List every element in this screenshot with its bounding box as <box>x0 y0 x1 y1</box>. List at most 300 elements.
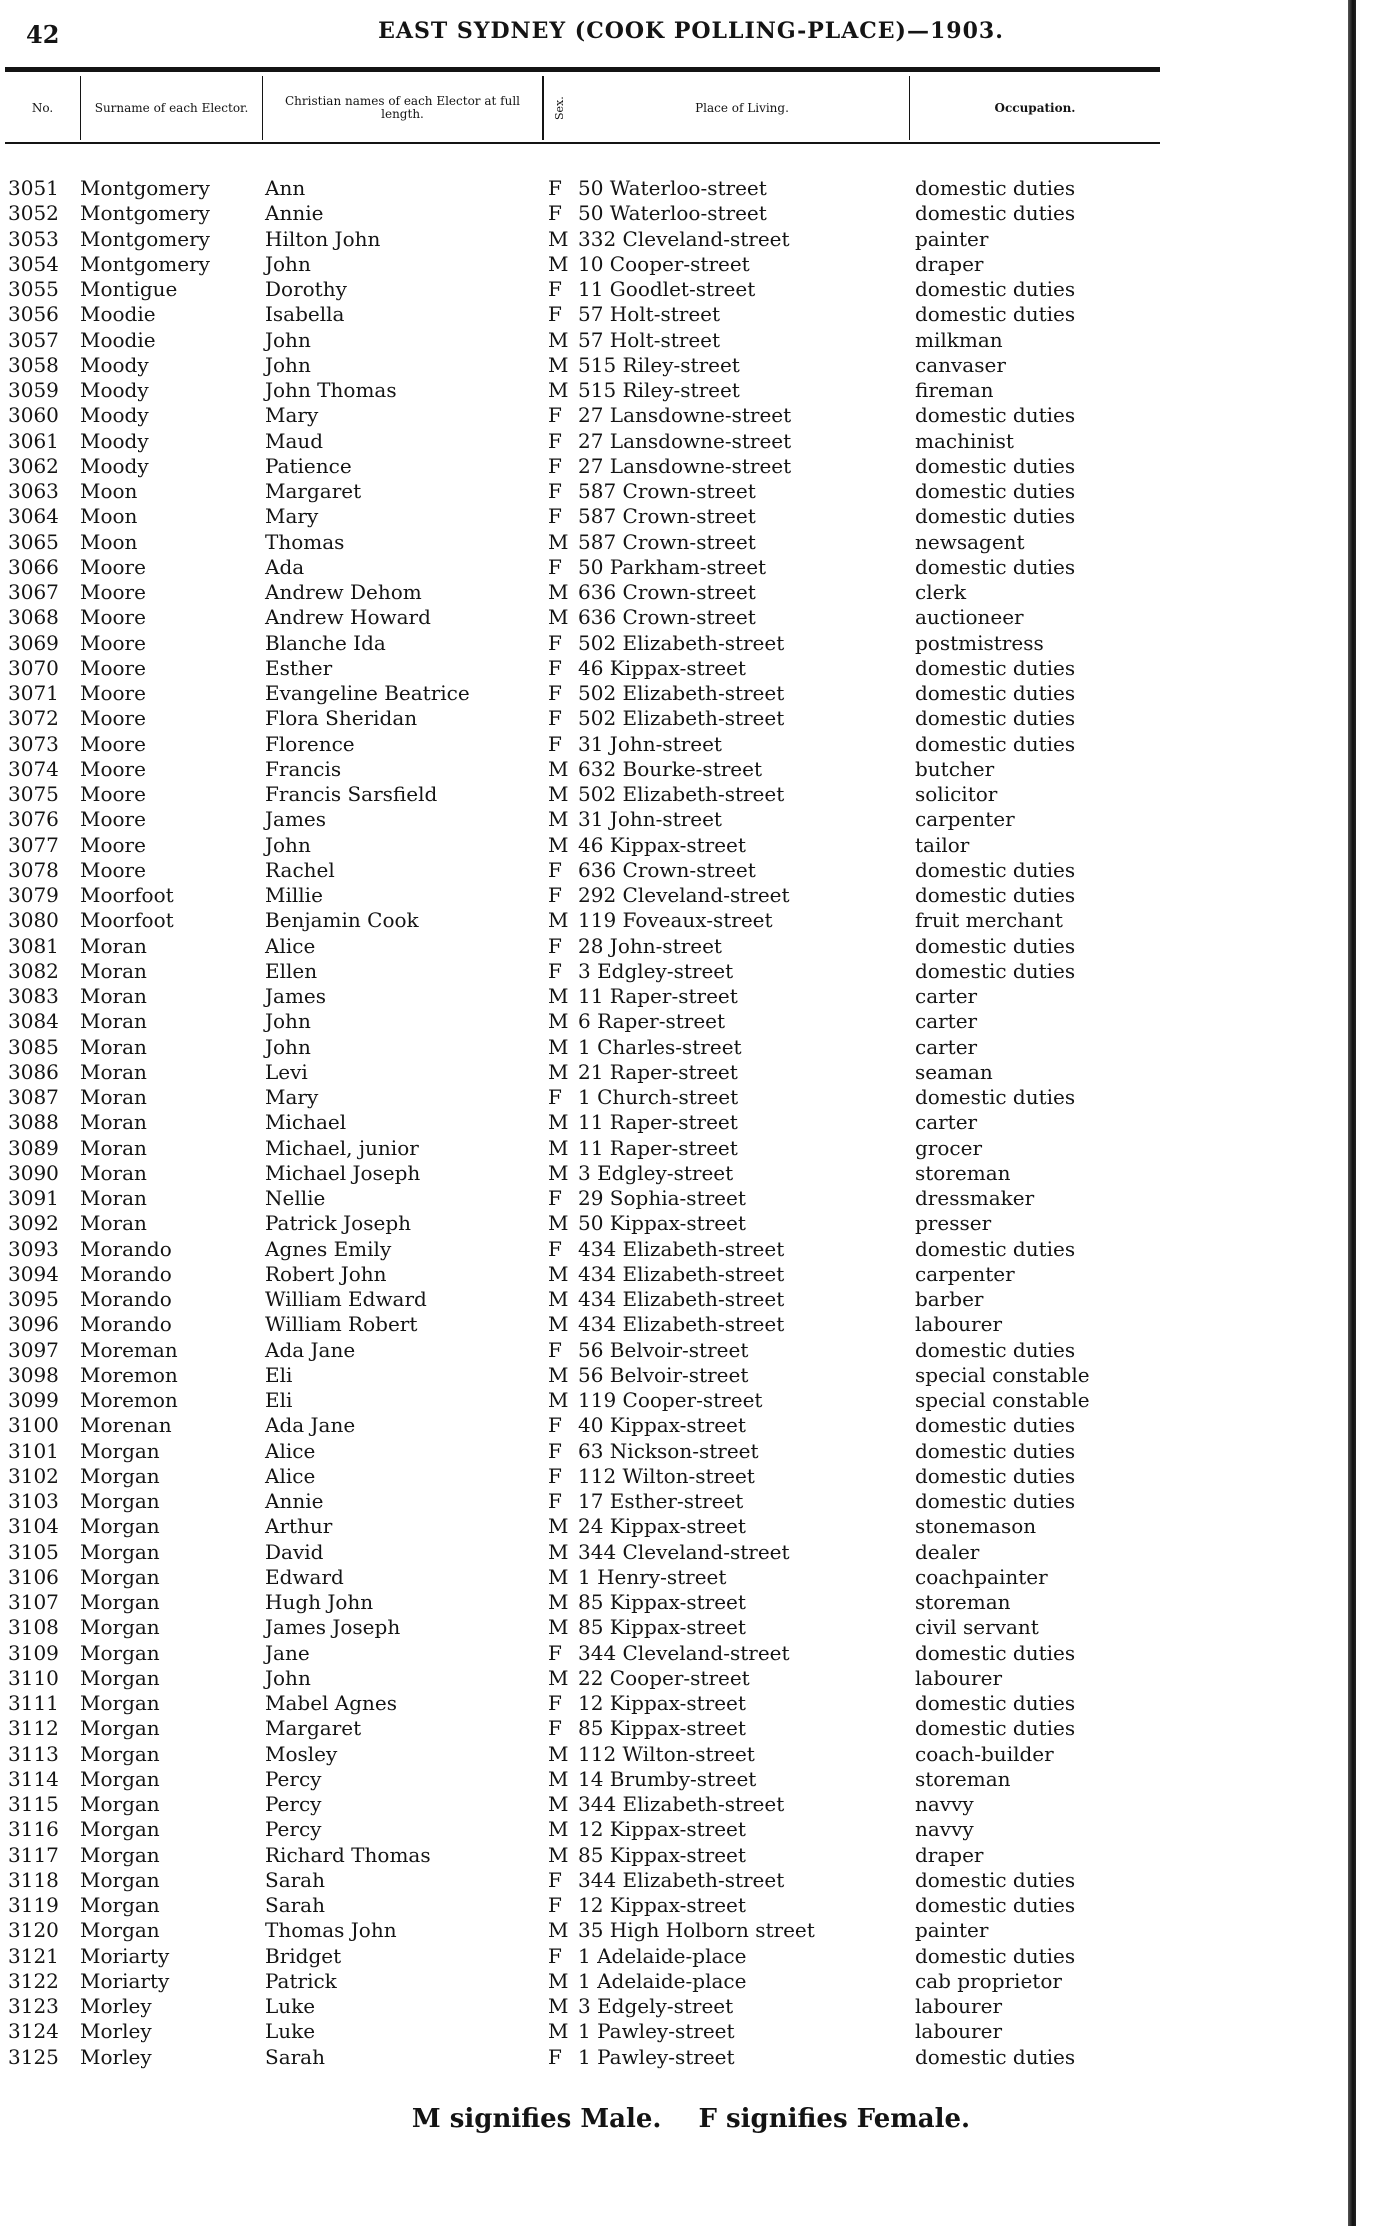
elector-place-of-living: 1 Charles-street <box>578 1034 742 1059</box>
column-header-place-of-living: Place of Living. <box>575 76 910 140</box>
elector-christian-names: Richard Thomas <box>265 1842 431 1867</box>
table-row <box>0 530 1160 555</box>
elector-place-of-living: 57 Holt-street <box>578 302 721 327</box>
elector-surname: Montgomery <box>80 251 210 276</box>
elector-sex: F <box>548 554 562 579</box>
elector-place-of-living: 85 Kippax-street <box>578 1716 746 1741</box>
elector-christian-names: Thomas John <box>265 1918 397 1943</box>
elector-place-of-living: 85 Kippax-street <box>578 1615 746 1640</box>
elector-surname: Moodie <box>80 302 156 327</box>
elector-christian-names: Eli <box>265 1362 293 1387</box>
elector-place-of-living: 1 Pawley-street <box>578 2019 735 2044</box>
column-header-sex: Sex. <box>543 76 575 140</box>
elector-christian-names: Patrick <box>265 1968 337 1993</box>
elector-number: 3116 <box>8 1817 59 1842</box>
elector-occupation: presser <box>915 1211 992 1236</box>
elector-number: 3056 <box>8 302 59 327</box>
elector-place-of-living: 502 Elizabeth-street <box>578 782 785 806</box>
elector-place-of-living: 3 Edgely-street <box>578 1994 734 2018</box>
elector-christian-names: Isabella <box>265 302 345 327</box>
elector-sex: M <box>548 1261 569 1286</box>
elector-occupation: domestic duties <box>915 958 1076 983</box>
table-row <box>0 479 1160 504</box>
elector-christian-names: Patience <box>265 453 352 478</box>
elector-christian-names: John <box>265 1009 311 1034</box>
elector-christian-names: John <box>265 1034 311 1059</box>
elector-number: 3123 <box>8 1994 59 2018</box>
table-row <box>0 1363 1160 1388</box>
elector-surname: Moore <box>80 605 146 630</box>
elector-place-of-living: 6 Raper-street <box>578 1009 726 1034</box>
elector-surname: Moody <box>80 352 149 377</box>
elector-number: 3064 <box>8 504 59 529</box>
elector-sex: F <box>548 630 562 655</box>
elector-place-of-living: 344 Elizabeth-street <box>578 1792 785 1816</box>
elector-surname: Morgan <box>80 1716 160 1741</box>
table-row <box>0 1716 1160 1741</box>
elector-place-of-living: 119 Cooper-street <box>578 1388 763 1412</box>
elector-place-of-living: 515 Riley-street <box>578 352 740 377</box>
elector-christian-names: Ada <box>265 554 305 579</box>
elector-sex: F <box>548 277 562 301</box>
elector-number: 3071 <box>8 681 59 705</box>
elector-surname: Moore <box>80 630 146 655</box>
elector-occupation: civil servant <box>915 1615 1039 1640</box>
elector-christian-names: Levi <box>265 1059 308 1084</box>
elector-surname: Moran <box>80 1135 147 1160</box>
table-row <box>0 1767 1160 1792</box>
elector-number: 3081 <box>8 933 59 958</box>
elector-number: 3124 <box>8 2019 59 2044</box>
elector-christian-names: Evangeline Beatrice <box>265 681 470 705</box>
elector-occupation: special constable <box>915 1388 1090 1412</box>
elector-sex: M <box>548 1766 569 1791</box>
elector-place-of-living: 63 Nickson-street <box>578 1438 759 1463</box>
elector-sex: M <box>548 1792 569 1816</box>
elector-occupation: domestic duties <box>915 857 1076 882</box>
elector-christian-names: Alice <box>265 933 316 958</box>
elector-occupation: carter <box>915 1009 978 1034</box>
elector-number: 3090 <box>8 1160 59 1185</box>
elector-place-of-living: 636 Crown-street <box>578 580 756 604</box>
elector-surname: Moon <box>80 529 138 554</box>
table-row <box>0 227 1160 252</box>
elector-place-of-living: 14 Brumby-street <box>578 1766 757 1791</box>
elector-sex: F <box>548 403 562 428</box>
elector-place-of-living: 1 Church-street <box>578 1085 739 1109</box>
elector-place-of-living: 12 Kippax-street <box>578 1893 746 1917</box>
table-row <box>0 429 1160 454</box>
elector-surname: Moody <box>80 403 149 428</box>
elector-occupation: carpenter <box>915 1261 1015 1286</box>
elector-sex: F <box>548 857 562 882</box>
elector-christian-names: Bridget <box>265 1943 342 1968</box>
elector-surname: Morgan <box>80 1691 160 1715</box>
table-row <box>0 1742 1160 1767</box>
elector-number: 3102 <box>8 1463 59 1488</box>
elector-occupation: solicitor <box>915 782 998 806</box>
elector-number: 3092 <box>8 1211 59 1236</box>
elector-sex: M <box>548 1362 569 1387</box>
elector-occupation: storeman <box>915 1160 1011 1185</box>
elector-occupation: barber <box>915 1287 984 1311</box>
elector-occupation: domestic duties <box>915 403 1076 428</box>
elector-number: 3074 <box>8 756 59 781</box>
elector-number: 3109 <box>8 1640 59 1665</box>
elector-christian-names: William Edward <box>265 1287 427 1311</box>
elector-sex: M <box>548 1564 569 1589</box>
elector-sex: M <box>548 1615 569 1640</box>
elector-surname: Moran <box>80 958 147 983</box>
elector-surname: Moore <box>80 807 146 832</box>
table-row <box>0 1540 1160 1565</box>
elector-surname: Morgan <box>80 1539 160 1564</box>
elector-number: 3088 <box>8 1110 59 1135</box>
elector-christian-names: John <box>265 352 311 377</box>
elector-place-of-living: 1 Henry-street <box>578 1564 727 1589</box>
elector-number: 3073 <box>8 731 59 756</box>
table-row <box>0 656 1160 681</box>
table-row <box>0 1388 1160 1413</box>
elector-occupation: domestic duties <box>915 554 1076 579</box>
male-legend: M signifies Male. <box>411 2104 662 2134</box>
elector-place-of-living: 24 Kippax-street <box>578 1514 746 1539</box>
elector-christian-names: Percy <box>265 1817 322 1842</box>
table-row <box>0 1186 1160 1211</box>
elector-occupation: domestic duties <box>915 1943 1076 1968</box>
table-row <box>0 1691 1160 1716</box>
elector-sex: F <box>548 681 562 705</box>
elector-surname: Moon <box>80 504 138 529</box>
elector-surname: Morgan <box>80 1893 160 1917</box>
elector-number: 3072 <box>8 706 59 731</box>
elector-sex: F <box>548 1893 562 1917</box>
page-title: EAST SYDNEY (COOK POLLING-PLACE)—1903. <box>378 18 1004 44</box>
elector-place-of-living: 632 Bourke-street <box>578 756 762 781</box>
elector-surname: Moore <box>80 832 146 857</box>
elector-sex: M <box>548 984 569 1008</box>
elector-place-of-living: 344 Cleveland-street <box>578 1539 790 1564</box>
elector-place-of-living: 50 Waterloo-street <box>578 176 767 200</box>
elector-christian-names: Mosley <box>265 1741 338 1766</box>
elector-occupation: domestic duties <box>915 706 1076 731</box>
elector-sex: M <box>548 352 569 377</box>
elector-surname: Moran <box>80 1085 147 1109</box>
table-row <box>0 2045 1160 2070</box>
elector-christian-names: Flora Sheridan <box>265 706 418 731</box>
elector-occupation: domestic duties <box>915 1691 1076 1715</box>
elector-occupation: auctioneer <box>915 605 1024 630</box>
elector-sex: M <box>548 1994 569 2018</box>
table-row <box>0 681 1160 706</box>
table-row <box>0 908 1160 933</box>
elector-occupation: domestic duties <box>915 453 1076 478</box>
elector-sex: F <box>548 731 562 756</box>
elector-number: 3105 <box>8 1539 59 1564</box>
elector-sex: M <box>548 832 569 857</box>
elector-surname: Moody <box>80 428 149 453</box>
elector-number: 3093 <box>8 1236 59 1261</box>
page-number: 42 <box>26 20 60 49</box>
elector-number: 3117 <box>8 1842 59 1867</box>
elector-surname: Morgan <box>80 1590 160 1614</box>
elector-place-of-living: 344 Cleveland-street <box>578 1640 790 1665</box>
elector-occupation: domestic duties <box>915 176 1076 200</box>
elector-sex: F <box>548 1640 562 1665</box>
elector-number: 3058 <box>8 352 59 377</box>
elector-surname: Morgan <box>80 1514 160 1539</box>
elector-occupation: domestic duties <box>915 883 1076 907</box>
elector-sex: M <box>548 782 569 806</box>
elector-place-of-living: 636 Crown-street <box>578 857 756 882</box>
elector-sex: F <box>548 706 562 731</box>
elector-place-of-living: 112 Wilton-street <box>578 1463 755 1488</box>
elector-surname: Morenan <box>80 1413 172 1438</box>
elector-occupation: grocer <box>915 1135 983 1160</box>
elector-surname: Morando <box>80 1236 172 1261</box>
elector-occupation: domestic duties <box>915 1893 1076 1917</box>
column-header-surname: Surname of each Elector. <box>81 76 263 140</box>
elector-occupation: storeman <box>915 1766 1011 1791</box>
table-row <box>0 706 1160 731</box>
table-row <box>0 1944 1160 1969</box>
elector-surname: Morgan <box>80 1817 160 1842</box>
table-row <box>0 1464 1160 1489</box>
elector-number: 3086 <box>8 1059 59 1084</box>
table-row <box>0 782 1160 807</box>
elector-number: 3091 <box>8 1186 59 1210</box>
elector-place-of-living: 17 Esther-street <box>578 1489 744 1513</box>
elector-christian-names: Margaret <box>265 1716 362 1741</box>
elector-place-of-living: 10 Cooper-street <box>578 251 750 276</box>
elector-sex: F <box>548 1463 562 1488</box>
table-row <box>0 201 1160 226</box>
elector-surname: Moorfoot <box>80 908 174 933</box>
table-row <box>0 580 1160 605</box>
elector-surname: Morgan <box>80 1918 160 1943</box>
elector-place-of-living: 587 Crown-street <box>578 504 756 529</box>
elector-place-of-living: 11 Raper-street <box>578 1135 738 1160</box>
table-row <box>0 1843 1160 1868</box>
elector-christian-names: Michael, junior <box>265 1135 419 1160</box>
elector-sex: M <box>548 226 569 251</box>
elector-number: 3080 <box>8 908 59 933</box>
elector-christian-names: Mabel Agnes <box>265 1691 398 1715</box>
elector-number: 3069 <box>8 630 59 655</box>
elector-sex: F <box>548 302 562 327</box>
elector-surname: Montgomery <box>80 226 210 251</box>
elector-occupation: labourer <box>915 2019 1003 2044</box>
table-row <box>0 1792 1160 1817</box>
table-row <box>0 277 1160 302</box>
elector-surname: Moriarty <box>80 1968 170 1993</box>
elector-surname: Morgan <box>80 1792 160 1816</box>
elector-place-of-living: 292 Cleveland-street <box>578 883 790 907</box>
elector-occupation: draper <box>915 1842 984 1867</box>
elector-sex: F <box>548 201 562 226</box>
elector-occupation: coach-builder <box>915 1741 1054 1766</box>
elector-sex: F <box>548 504 562 529</box>
elector-sex: M <box>548 1842 569 1867</box>
elector-sex: F <box>548 428 562 453</box>
elector-number: 3101 <box>8 1438 59 1463</box>
elector-christian-names: Arthur <box>265 1514 333 1539</box>
elector-occupation: cab proprietor <box>915 1968 1062 1993</box>
elector-occupation: labourer <box>915 1312 1003 1337</box>
table-row <box>0 757 1160 782</box>
elector-christian-names: William Robert <box>265 1312 418 1337</box>
footer-legend <box>0 2104 1382 2134</box>
elector-place-of-living: 587 Crown-street <box>578 479 756 503</box>
elector-sex: M <box>548 1388 569 1412</box>
table-row <box>0 833 1160 858</box>
elector-occupation: butcher <box>915 756 995 781</box>
elector-sex: F <box>548 655 562 680</box>
table-row <box>0 1918 1160 1943</box>
elector-number: 3107 <box>8 1590 59 1614</box>
elector-christian-names: Edward <box>265 1564 344 1589</box>
table-row <box>0 1085 1160 1110</box>
elector-christian-names: Robert John <box>265 1261 387 1286</box>
elector-number: 3115 <box>8 1792 59 1816</box>
elector-christian-names: Alice <box>265 1463 316 1488</box>
table-row <box>0 1817 1160 1842</box>
elector-surname: Moran <box>80 1211 147 1236</box>
elector-sex: M <box>548 1110 569 1135</box>
elector-place-of-living: 11 Goodlet-street <box>578 277 756 301</box>
table-row <box>0 807 1160 832</box>
elector-place-of-living: 85 Kippax-street <box>578 1590 746 1614</box>
elector-christian-names: Margaret <box>265 479 362 503</box>
elector-surname: Moore <box>80 731 146 756</box>
table-row <box>0 1868 1160 1893</box>
elector-occupation: domestic duties <box>915 1867 1076 1892</box>
elector-number: 3120 <box>8 1918 59 1943</box>
elector-number: 3125 <box>8 2044 59 2069</box>
elector-place-of-living: 515 Riley-street <box>578 378 740 402</box>
table-row <box>0 1413 1160 1438</box>
elector-place-of-living: 587 Crown-street <box>578 529 756 554</box>
elector-occupation: domestic duties <box>915 1085 1076 1109</box>
elector-christian-names: David <box>265 1539 324 1564</box>
elector-christian-names: Andrew Dehom <box>265 580 422 604</box>
elector-occupation: milkman <box>915 327 1003 352</box>
elector-occupation: navvy <box>915 1792 974 1816</box>
elector-occupation: dealer <box>915 1539 980 1564</box>
elector-place-of-living: 46 Kippax-street <box>578 655 746 680</box>
elector-occupation: domestic duties <box>915 1337 1076 1362</box>
table-row <box>0 328 1160 353</box>
elector-sex: M <box>548 529 569 554</box>
elector-christian-names: Hilton John <box>265 226 381 251</box>
elector-number: 3061 <box>8 428 59 453</box>
elector-christian-names: Michael <box>265 1110 347 1135</box>
table-row <box>0 1969 1160 1994</box>
elector-sex: M <box>548 1287 569 1311</box>
elector-surname: Moran <box>80 933 147 958</box>
elector-occupation: storeman <box>915 1590 1011 1614</box>
elector-occupation: carpenter <box>915 807 1015 832</box>
table-row <box>0 1110 1160 1135</box>
table-row <box>0 1489 1160 1514</box>
elector-number: 3060 <box>8 403 59 428</box>
elector-place-of-living: 27 Lansdowne-street <box>578 403 792 428</box>
table-row <box>0 1009 1160 1034</box>
table-row <box>0 858 1160 883</box>
elector-occupation: tailor <box>915 832 970 857</box>
table-row <box>0 959 1160 984</box>
elector-place-of-living: 502 Elizabeth-street <box>578 681 785 705</box>
elector-christian-names: Thomas <box>265 529 345 554</box>
elector-sex: M <box>548 1590 569 1614</box>
elector-occupation: domestic duties <box>915 731 1076 756</box>
elector-sex: M <box>548 1665 569 1690</box>
elector-christian-names: Annie <box>265 201 324 226</box>
elector-christian-names: James <box>265 807 327 832</box>
elector-number: 3084 <box>8 1009 59 1034</box>
elector-number: 3104 <box>8 1514 59 1539</box>
elector-sex: F <box>548 1438 562 1463</box>
elector-occupation: machinist <box>915 428 1014 453</box>
elector-place-of-living: 3 Edgley-street <box>578 1160 734 1185</box>
table-row <box>0 984 1160 1009</box>
table-row <box>0 1262 1160 1287</box>
table-row <box>0 1060 1160 1085</box>
elector-surname: Morgan <box>80 1766 160 1791</box>
elector-occupation: domestic duties <box>915 479 1076 503</box>
elector-christian-names: Michael Joseph <box>265 1160 421 1185</box>
elector-number: 3113 <box>8 1741 59 1766</box>
elector-surname: Moore <box>80 580 146 604</box>
elector-christian-names: Patrick Joseph <box>265 1211 411 1236</box>
elector-number: 3099 <box>8 1388 59 1412</box>
elector-number: 3098 <box>8 1362 59 1387</box>
elector-place-of-living: 434 Elizabeth-street <box>578 1261 785 1286</box>
elector-place-of-living: 1 Adelaide-place <box>578 1968 747 1993</box>
elector-number: 3112 <box>8 1716 59 1741</box>
table-row <box>0 504 1160 529</box>
elector-surname: Morgan <box>80 1842 160 1867</box>
elector-number: 3122 <box>8 1968 59 1993</box>
elector-number: 3110 <box>8 1665 59 1690</box>
elector-occupation: dressmaker <box>915 1186 1035 1210</box>
elector-occupation: domestic duties <box>915 1489 1076 1513</box>
elector-place-of-living: 31 John-street <box>578 807 722 832</box>
elector-christian-names: Andrew Howard <box>265 605 431 630</box>
elector-number: 3051 <box>8 176 59 200</box>
elector-christian-names: Jane <box>265 1640 310 1665</box>
elector-surname: Moore <box>80 554 146 579</box>
elector-number: 3094 <box>8 1261 59 1286</box>
elector-number: 3052 <box>8 201 59 226</box>
table-row <box>0 1237 1160 1262</box>
elector-christian-names: Rachel <box>265 857 335 882</box>
elector-christian-names: Sarah <box>265 1867 325 1892</box>
elector-sex: M <box>548 1741 569 1766</box>
elector-occupation: seaman <box>915 1059 993 1084</box>
table-row <box>0 302 1160 327</box>
elector-surname: Morgan <box>80 1867 160 1892</box>
elector-occupation: labourer <box>915 1665 1003 1690</box>
elector-sex: M <box>548 807 569 832</box>
column-header-christian-names: Christian names of each Elector at full length. <box>263 76 543 140</box>
elector-place-of-living: 29 Sophia-street <box>578 1186 746 1210</box>
elector-number: 3079 <box>8 883 59 907</box>
table-row <box>0 1287 1160 1312</box>
elector-sex: F <box>548 479 562 503</box>
elector-sex: M <box>548 1211 569 1236</box>
electoral-roll-table <box>0 176 1160 2070</box>
